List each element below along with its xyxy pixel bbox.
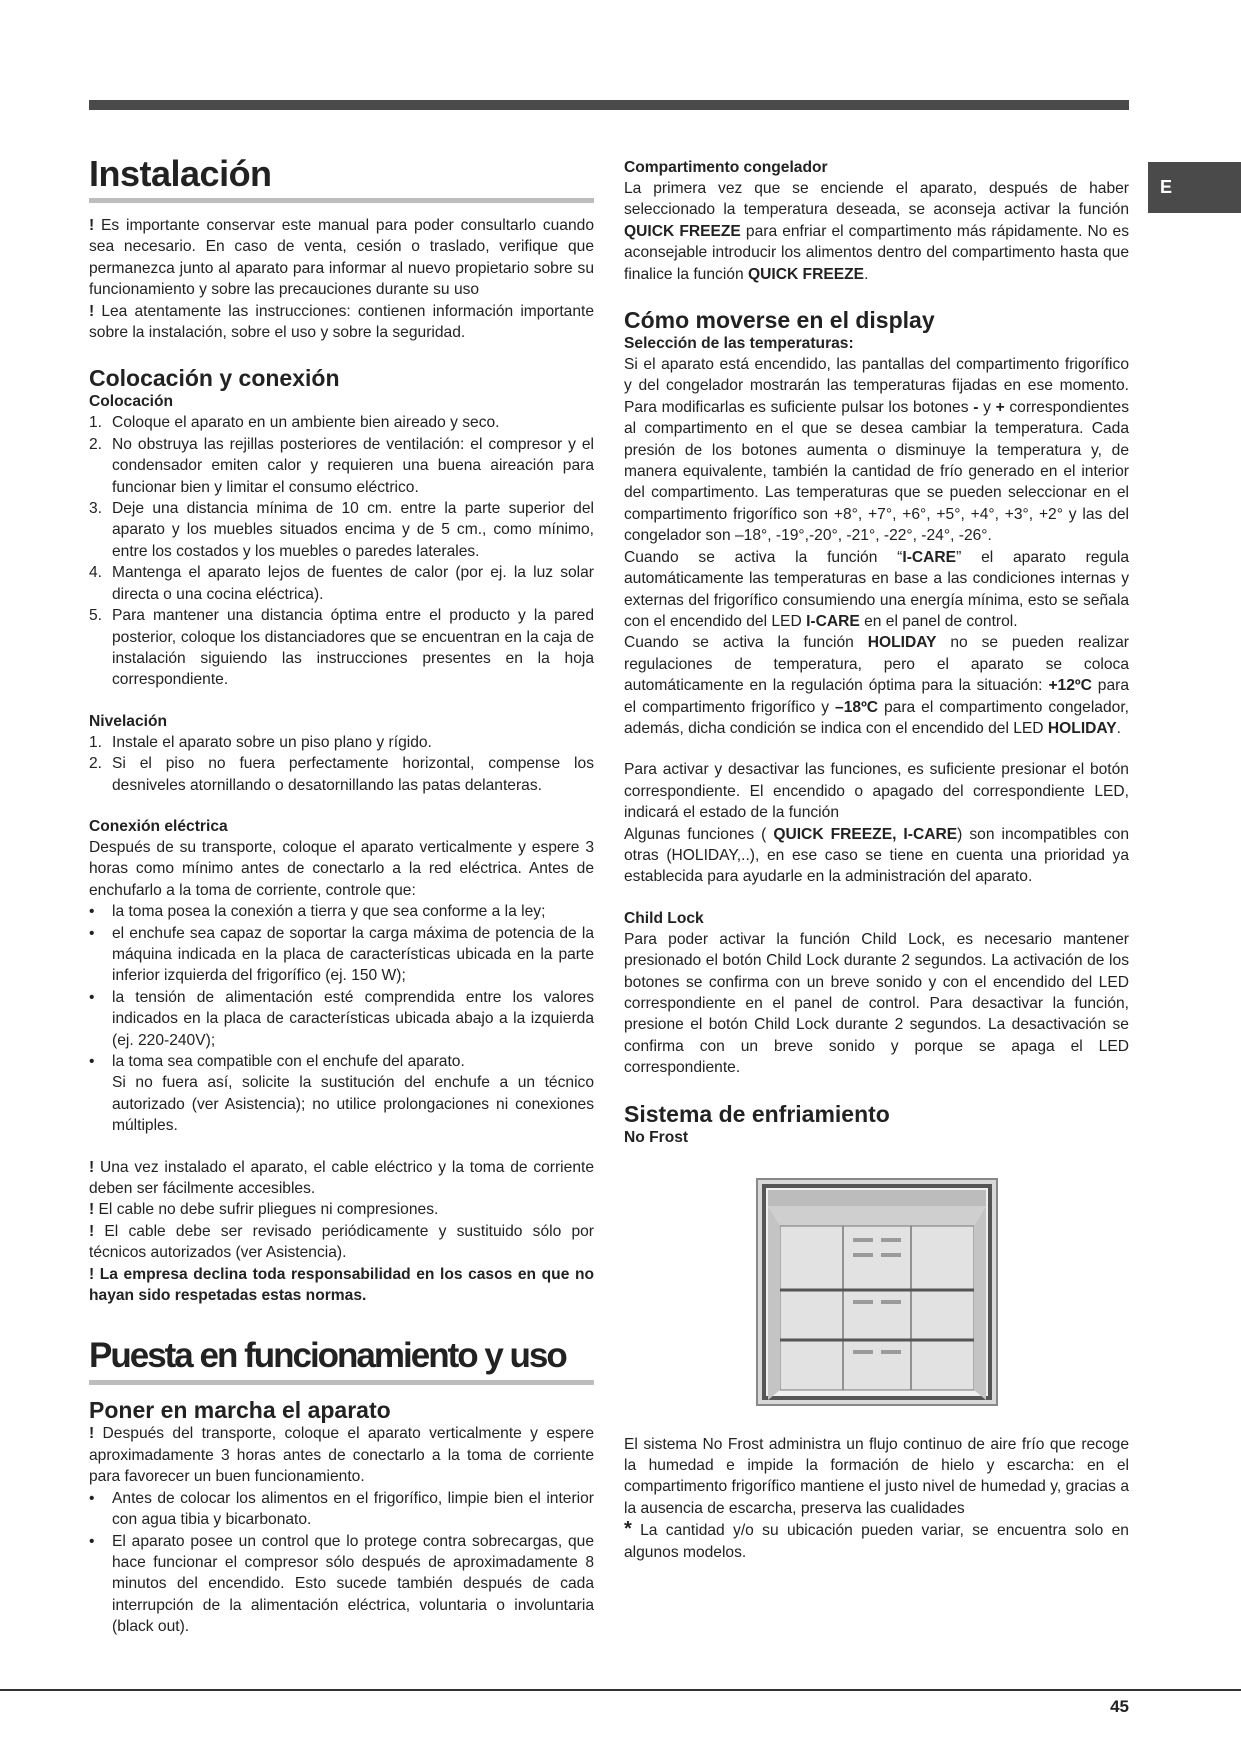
list-text: la toma sea compatible con el enchufe del aparato.: [112, 1053, 465, 1070]
vent: [853, 1238, 873, 1242]
footnote: [624, 1519, 1129, 1563]
text: correspondientes al compartimento en el que se desea cambiar la temperatura. Cada presión de los botones aumenta o disminuye la temperatura y, de manera equivalente, también la cantidad de frío generado en el interior del compartimento. Las temperaturas que se pueden seleccionar en el compartimento frigorífico son +8°, +7°, +6°, +5°, +4°, +3°, +2° y las del congelador son –18°, -19°,-20°, -21°, -22°, -24°, -26°.: [624, 398, 1129, 545]
warning-mark: !: [89, 217, 95, 234]
list-text: No obstruya las rejillas posteriores de ventilación: el compresor y el condensador emiten calor y requieren una buena aireación para funcionar bien y limitar el consumo eléctrico.: [112, 435, 594, 496]
heading-poner-en-marcha: Poner en marcha el aparato: [89, 1397, 391, 1424]
warning-text: El cable no debe sufrir pliegues ni compresiones.: [94, 1201, 439, 1219]
list-text: Deje una distancia mínima de 10 cm. entre la parte superior del aparato y los muebles situados encima y de 5 cm., como mínimo, entre los costados y los muebles o paredes laterales.: [112, 500, 594, 560]
text: Cuando se activa la función “: [624, 548, 903, 566]
page-number: 45: [1110, 1697, 1129, 1716]
nofrost-paragraph: El sistema No Frost administra un flujo continuo de aire frío que recoge la humedad e impide la formación de hielo y escarcha: en el compartimento frigorífico mantiene el justo nivel de humedad y, gracias a la ausencia de escarcha, preserva las cualidades: [624, 1435, 1129, 1517]
intro-text-1: Es importante conservar este manual para poder consultarlo cuando sea necesario. En caso de venta, cesión o traslado, verifique que permanezca junto al aparato para informar al nuevo propietario sobre su funcionamiento y sobre las precauciones durante su uso: [89, 217, 594, 299]
list-number: 3.: [89, 500, 103, 518]
title-instalacion: Instalación: [89, 152, 594, 203]
poner-bullets: [89, 1488, 594, 1638]
bullet: •: [89, 1489, 95, 1507]
list-number: 2.: [89, 755, 103, 773]
list-item: [89, 1531, 594, 1638]
list-number: 1.: [89, 733, 103, 751]
fridge-temp: +12ºC: [1048, 677, 1092, 695]
bullet: •: [89, 1053, 95, 1070]
list-text: Antes de colocar los alimentos en el frigorífico, limpie bien el interior con agua tibia y bicarbonato.: [112, 1489, 594, 1529]
icare-paragraph: [624, 547, 1129, 633]
left-column: [89, 152, 594, 1638]
back-wall: [780, 1226, 974, 1390]
text: La primera vez que se enciende el aparato, después de haber seleccionado la temperatura deseada, se aconseja activar la función: [624, 180, 1129, 219]
list-number: 2.: [89, 435, 103, 453]
heading-sistema-enfriamiento: Sistema de enfriamiento: [624, 1100, 890, 1127]
warning-4: ! La empresa declina toda responsabilidad en los casos en que no hayan sido respetadas estas normas.: [89, 1265, 594, 1305]
text: .: [864, 265, 869, 283]
text: .: [1116, 719, 1121, 737]
warning-mark: !: [89, 302, 95, 320]
list-text: El aparato posee un control que lo protege contra sobrecargas, que hace funcionar el compresor sólo después de aproximadamente 8 minutos del encendido. Esto sucede también después de cada interrupción de la alimentación eléctrica, voluntaria o involuntaria (black out).: [112, 1532, 594, 1636]
text: Algunas funciones (: [624, 825, 774, 843]
incompat-paragraph: [624, 824, 1129, 888]
heading-compartimento-congelador: Compartimento congelador: [624, 159, 828, 176]
warning-text: El cable debe ser revisado periódicamente y sustituido sólo por técnicos autorizados (ver Asistencia).: [89, 1222, 594, 1262]
bullet: •: [89, 1532, 95, 1550]
vent: [853, 1350, 873, 1354]
top-panel: [768, 1190, 986, 1206]
list-item: [89, 987, 594, 1051]
top-rule: [89, 100, 1129, 110]
list-text: Si el piso no fuera perfectamente horizontal, compense los desniveles atornillando o desatornillando las patas delanteras.: [112, 755, 594, 794]
list-text: el enchufe sea capaz de soportar la carga máxima de potencia de la máquina indicada en la placa de características ubicada en la parte inferior izquierda del frigorífico (ej. 150 W);: [112, 924, 594, 985]
heading-seleccion: Selección de las temperaturas:: [624, 335, 854, 353]
list-text-extra: Si no fuera así, solicite la sustitución del enchufe a un técnico autorizado (ver Asistencia); no utilice prolongaciones ni conexiones múltiples.: [112, 1074, 594, 1135]
conexion-paragraph: Después de su transporte, coloque el aparato verticalmente y espere 3 horas como mínimo antes de conectarlo a la red eléctrica. Antes de enchufarlo a la toma de corriente, controle que:: [89, 838, 594, 899]
text: ) son incompatibles con otras (HOLIDAY,..), en ese caso se tiene en cuenta una prioridad ya establecida para ayudarle en la administración del aparato.: [624, 825, 1130, 886]
heading-conexion-electrica: Conexión eléctrica: [89, 817, 228, 835]
list-number: 1.: [89, 414, 103, 432]
quick-freeze-label: QUICK FREEZE: [747, 265, 865, 283]
icare-label: I-CARE: [806, 612, 860, 630]
list-item: [89, 412, 594, 433]
vent: [853, 1253, 873, 1257]
text: Cuando se activa la función: [624, 634, 868, 652]
warning-mark: !: [89, 1201, 95, 1219]
list-item: [89, 434, 594, 498]
list-item: [89, 1488, 594, 1531]
vent: [853, 1300, 873, 1304]
warning-mark: !: [89, 1158, 95, 1176]
fridge-interior-illustration: [756, 1178, 998, 1406]
list-item: [89, 753, 594, 796]
footnote-text: La cantidad y/o su ubicación pueden variar, se encuentra solo en algunos modelos.: [624, 1522, 1129, 1561]
vent: [881, 1238, 901, 1242]
warning-3: [89, 1221, 594, 1264]
text: para enfriar el compartimento más rápidamente. No es aconsejable introducir los alimentos dentro del compartimento hasta que finalice la función: [624, 222, 1129, 283]
bottom-rule: [0, 1689, 1241, 1691]
holiday-paragraph: [624, 632, 1129, 739]
warning-2: [89, 1199, 594, 1220]
plus-label: +: [995, 398, 1005, 416]
heading-child-lock: Child Lock: [624, 909, 704, 927]
bullet: •: [89, 988, 95, 1006]
functions-label: QUICK FREEZE, I-CARE: [773, 825, 958, 843]
congelador-paragraph: [624, 178, 1129, 285]
icare-label: I-CARE: [902, 548, 957, 566]
vent: [881, 1350, 901, 1354]
warning-mark: !: [89, 1222, 95, 1240]
warning-text: Una vez instalado el aparato, el cable eléctrico y la toma de corriente deben ser fácilmente accesibles.: [89, 1158, 594, 1198]
list-text: Instale el aparato sobre un piso plano y rígido.: [112, 733, 432, 751]
right-wall: [974, 1206, 986, 1400]
holiday-label: HOLIDAY: [1047, 719, 1117, 737]
bullet: •: [89, 903, 95, 921]
bullet: •: [89, 924, 95, 942]
quick-freeze-label: QUICK FREEZE: [624, 222, 741, 240]
poner-paragraph: [89, 1423, 594, 1487]
seleccion-paragraph: [624, 354, 1129, 547]
list-number: 4.: [89, 564, 103, 582]
childlock-paragraph: Para poder activar la función Child Lock, es necesario mantener presionado el botón Child Lock durante 2 segundos. La activación de los botones se confirma con un breve sonido y con el encendido del LED correspondiente en el panel de control. Para desactivar la función, presione el botón Child Lock durante 2 segundos. La desactivación se confirma con un breve sonido y porque se apaga el LED correspondiente.: [624, 930, 1129, 1077]
intro-paragraph-1: [89, 215, 594, 301]
list-item: [89, 605, 594, 691]
text: para el compartimento congelador, además, dicha condición se indica con el encendido del LED: [624, 698, 1129, 737]
list-item: [89, 562, 594, 605]
text: en el panel de control.: [859, 612, 1018, 630]
conexion-bullets: [89, 901, 594, 1136]
holiday-label: HOLIDAY: [867, 634, 937, 652]
list-text: la toma posea la conexión a tierra y que sea conforme a la ley;: [112, 903, 546, 921]
list-item: [89, 1051, 594, 1137]
nivelacion-list: [89, 732, 594, 796]
text: para el compartimento frigorífico y: [624, 677, 1129, 716]
text: no se pueden realizar regulaciones de temperatura, pero el aparato se coloca automáticamente en la regulación óptima para la situación:: [624, 634, 1129, 695]
list-text: Para mantener una distancia óptima entre el producto y la pared posterior, coloque los distanciadores que se encuentran en la caja de instalación siguiendo las instrucciones presentes en la hoja correspondiente.: [112, 607, 594, 689]
left-wall: [768, 1206, 780, 1400]
text: Si el aparato está encendido, las pantallas del compartimento frigorífico y del congelador mostrarán las temperaturas fijadas en ese momento. Para modificarlas es suficiente pulsar los botones: [624, 356, 1129, 416]
list-item: [89, 732, 594, 753]
freezer-temp: –18ºC: [835, 698, 879, 716]
list-number: 5.: [89, 607, 103, 625]
list-item: [89, 498, 594, 562]
activar-paragraph: Para activar y desactivar las funciones, es suficiente presionar el botón correspondiente. El encendido o apagado del correspondiente LED, indicará el estado de la función: [624, 761, 1129, 822]
title-puesta-en-funcionamiento: Puesta en funcionamiento y uso: [89, 1334, 594, 1385]
heading-no-frost: No Frost: [624, 1128, 689, 1146]
heading-nivelacion: Nivelación: [89, 712, 167, 730]
colocacion-list: [89, 412, 594, 690]
fridge-diagram: [756, 1178, 998, 1406]
heading-display: Cómo moverse en el display: [624, 307, 935, 334]
list-item: [89, 901, 594, 922]
ceiling: [768, 1206, 986, 1226]
poner-text: Después del transporte, coloque el aparato verticalmente y espere aproximadamente 3 horas antes de conectarlo a la toma de corriente para favorecer un buen funcionamiento.: [89, 1425, 594, 1486]
minus-label: -: [973, 398, 979, 416]
intro-text-2: Lea atentamente las instrucciones: contienen información importante sobre la instalación, sobre el uso y sobre la seguridad.: [89, 302, 594, 342]
warning-mark: !: [89, 1425, 95, 1443]
vent: [881, 1300, 901, 1304]
intro-paragraph-2: [89, 301, 594, 344]
text: y: [978, 398, 996, 416]
asterisk-mark: *: [624, 1518, 632, 1541]
list-text: la tensión de alimentación esté comprendida entre los valores indicados en la placa de características ubicada abajo a la izquierda (ej. 220-240V);: [112, 988, 594, 1049]
language-tab: E: [1148, 162, 1241, 213]
heading-colocacion: Colocación: [89, 393, 174, 411]
text: ” el aparato regula automáticamente las temperaturas en base a las condiciones internas y externas del frigorífico consumiendo una energía mínima, esto se señala con el encendido del LED: [624, 548, 1130, 630]
warning-1: [89, 1157, 594, 1200]
heading-colocacion-conexion: Colocación y conexión: [89, 365, 340, 392]
list-text: Mantenga el aparato lejos de fuentes de calor (por ej. la luz solar directa o una cocina eléctrica).: [112, 564, 594, 603]
vent: [881, 1253, 901, 1257]
list-text: Coloque el aparato en un ambiente bien aireado y seco.: [112, 414, 500, 432]
list-item: [89, 923, 594, 987]
right-column: [624, 157, 1129, 1563]
